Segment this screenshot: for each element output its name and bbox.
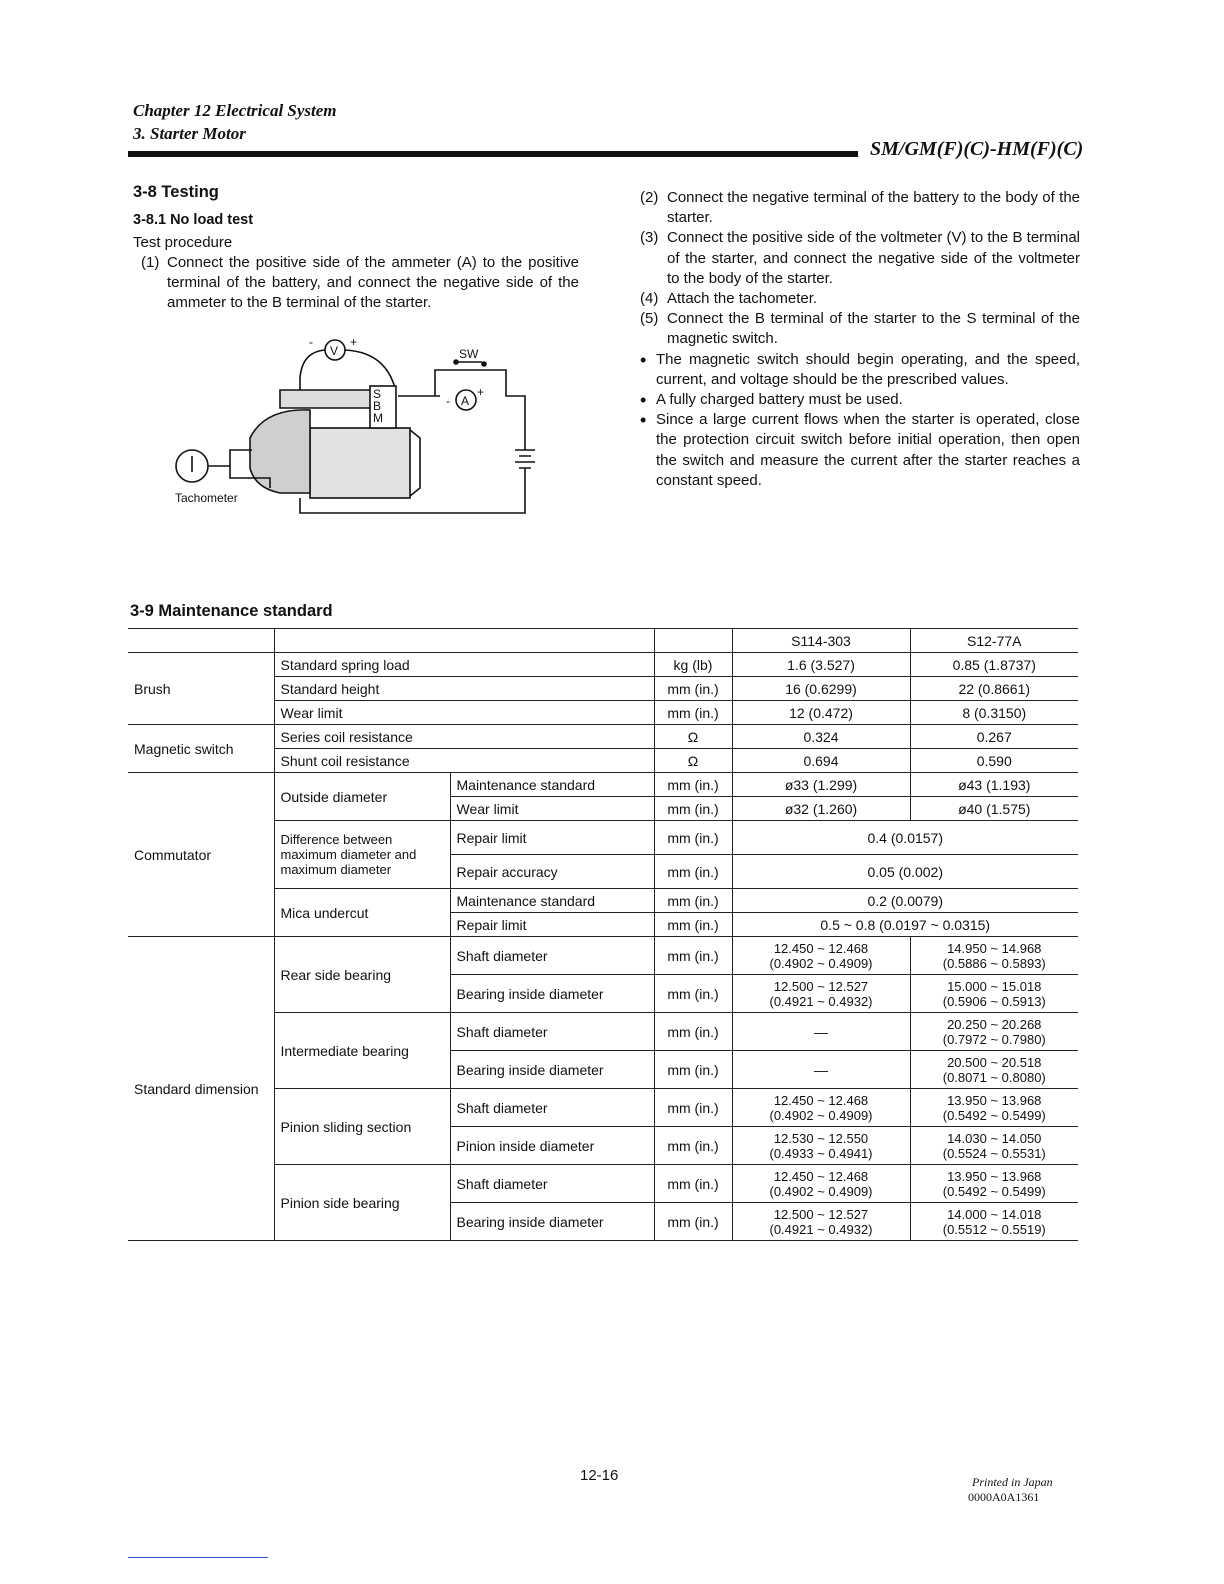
row-item: Shaft diameter	[450, 1165, 654, 1203]
row-unit: mm (in.)	[654, 1051, 732, 1089]
terminal-s: S	[373, 387, 382, 401]
col-header-s12: S12-77A	[910, 629, 1078, 653]
row-value-b-mm: 13.950 ~ 13.968	[947, 1092, 1042, 1108]
row-value-a: ø32 (1.260)	[732, 797, 910, 821]
group-magnetic-switch: Magnetic switch	[128, 725, 274, 773]
row-item: Maintenance standard	[450, 773, 654, 797]
row-value-b-mm: 14.950 ~ 14.968	[947, 940, 1042, 956]
row-value-a-mm: 12.530 ~ 12.550	[773, 1130, 869, 1146]
step-2	[640, 188, 1080, 228]
no-load-test-diagram	[170, 338, 550, 518]
voltmeter-plus: +	[350, 338, 358, 349]
header-rule	[128, 151, 858, 157]
section-title: 3. Starter Motor	[133, 124, 246, 143]
row-value-ab: 0.2 (0.0079)	[732, 889, 1078, 913]
row-value-ab: 0.05 (0.002)	[732, 855, 1078, 889]
row-subgroup: Intermediate bearing	[274, 1013, 450, 1089]
testing-heading: 3-8 Testing	[133, 183, 219, 201]
row-value-a-in: (0.4921 ~ 0.4932)	[769, 1221, 873, 1237]
row-unit: Ω	[654, 725, 732, 749]
row-value-b-in: (0.7972 ~ 0.7980)	[942, 1031, 1046, 1047]
row-unit: mm (in.)	[654, 937, 732, 975]
table-row	[128, 653, 1078, 677]
row-value-b-mm: 14.030 ~ 14.050	[947, 1130, 1042, 1146]
row-unit: Ω	[654, 749, 732, 773]
row-value-a-in: (0.4902 ~ 0.4909)	[769, 955, 873, 971]
row-item: Shaft diameter	[450, 1013, 654, 1051]
row-unit: mm (in.)	[654, 1089, 732, 1127]
voltmeter-minus: -	[309, 338, 313, 349]
row-value-a-in: (0.4933 ~ 0.4941)	[769, 1145, 873, 1161]
step-text: Connect the negative terminal of the battery to the body of the starter.	[667, 189, 1080, 227]
voltmeter-label: V	[330, 344, 339, 358]
row-subgroup: Mica undercut	[274, 889, 450, 937]
row-value-b: 0.590	[910, 749, 1078, 773]
row-value-b: ø40 (1.575)	[910, 797, 1078, 821]
group-brush: Brush	[128, 653, 274, 725]
row-value-b-in: (0.5512 ~ 0.5519)	[942, 1221, 1046, 1237]
row-unit: mm (in.)	[654, 913, 732, 937]
step-text: Connect the positive side of the ammeter (A) to the positive terminal of the battery, and connect the negative side of the ammeter to the B terminal of the starter.	[167, 254, 579, 312]
note-text: Since a large current flows when the starter is operated, close the protection circuit switch before initial operation, then open the switch and measure the current after the starter reaches a constant speed.	[656, 411, 1080, 489]
row-value-b: 22 (0.8661)	[910, 677, 1078, 701]
row-value-b-in: (0.5492 ~ 0.5499)	[942, 1107, 1046, 1123]
row-unit: mm (in.)	[654, 855, 732, 889]
row-value-b-mm: 20.250 ~ 20.268	[947, 1016, 1042, 1032]
right-column	[640, 188, 1080, 491]
row-unit: mm (in.)	[654, 701, 732, 725]
step-text: Connect the positive side of the voltmeter (V) to the B terminal of the starter, and connect the negative side of the voltmeter to the body of the starter.	[667, 229, 1080, 287]
row-subgroup: Rear side bearing	[274, 937, 450, 1013]
row-value-a: ø33 (1.299)	[732, 773, 910, 797]
model-code: SM/GM(F)(C)-HM(F)(C)	[870, 138, 1084, 160]
row-subgroup: Difference between maximum diameter and maximum diameter	[274, 821, 450, 889]
row-value-a-mm: 12.500 ~ 12.527	[773, 1206, 869, 1222]
note-bullet	[640, 390, 1080, 410]
maintenance-heading: 3-9 Maintenance standard	[130, 602, 333, 620]
step-number: (1)	[141, 254, 160, 271]
note-text: A fully charged battery must be used.	[656, 391, 903, 409]
row-item: Bearing inside diameter	[450, 975, 654, 1013]
table-header-row	[128, 629, 1078, 653]
row-value-a-mm: 12.500 ~ 12.527	[773, 978, 869, 994]
step-4	[640, 289, 1080, 309]
maintenance-table	[128, 628, 1078, 1241]
terminal-m: M	[373, 411, 383, 425]
row-item: Repair accuracy	[450, 855, 654, 889]
row-item: Repair limit	[450, 913, 654, 937]
step-number: (5)	[640, 310, 659, 328]
page-number: 12-16	[580, 1467, 619, 1484]
row-item: Series coil resistance	[274, 725, 654, 749]
row-unit: mm (in.)	[654, 1127, 732, 1165]
test-procedure-label: Test procedure	[133, 234, 233, 251]
row-value-b-in: (0.5524 ~ 0.5531)	[942, 1145, 1046, 1161]
row-unit: mm (in.)	[654, 677, 732, 701]
note-bullet	[640, 410, 1080, 491]
row-subgroup: Pinion sliding section	[274, 1089, 450, 1165]
row-value-a: 1.6 (3.527)	[732, 653, 910, 677]
ammeter-minus: -	[446, 394, 450, 408]
row-item: Wear limit	[450, 797, 654, 821]
row-unit: mm (in.)	[654, 889, 732, 913]
row-value-a: 0.694	[732, 749, 910, 773]
row-value-b: 0.267	[910, 725, 1078, 749]
step-number: (2)	[640, 189, 659, 206]
row-value-a-mm: 12.450 ~ 12.468	[773, 1092, 869, 1108]
row-value-b: 8 (0.3150)	[910, 701, 1078, 725]
row-value-a-in: (0.4902 ~ 0.4909)	[769, 1107, 873, 1123]
row-value-b-mm: 20.500 ~ 20.518	[947, 1054, 1042, 1070]
tachometer-label: Tachometer	[175, 491, 238, 505]
switch-label: SW	[459, 347, 479, 361]
bullet-icon: •	[640, 410, 647, 431]
row-unit: mm (in.)	[654, 1203, 732, 1241]
note-text: The magnetic switch should begin operating, and the speed, current, and voltage should be the prescribed values.	[656, 350, 1080, 388]
step-3	[640, 228, 1080, 289]
step-text: Connect the B terminal of the starter to the S terminal of the magnetic switch.	[667, 310, 1080, 348]
starter-body	[310, 428, 410, 498]
row-unit: mm (in.)	[654, 975, 732, 1013]
table-row	[128, 773, 1078, 797]
note-bullet	[640, 350, 1080, 390]
row-value-a: 12 (0.472)	[732, 701, 910, 725]
row-unit: mm (in.)	[654, 821, 732, 855]
table-row	[128, 937, 1078, 975]
chapter-title: Chapter 12 Electrical System	[133, 101, 337, 120]
row-item: Shunt coil resistance	[274, 749, 654, 773]
document-code: 0000A0A1361	[968, 1490, 1040, 1504]
printed-in-japan: Printed in Japan	[972, 1475, 1053, 1489]
row-unit: mm (in.)	[654, 1165, 732, 1203]
row-unit: mm (in.)	[654, 773, 732, 797]
row-value-a-mm: 12.450 ~ 12.468	[773, 1168, 869, 1184]
row-subgroup: Outside diameter	[274, 773, 450, 821]
row-value-b-in: (0.5886 ~ 0.5893)	[942, 955, 1046, 971]
col-header-s114: S114-303	[732, 629, 910, 653]
row-item: Repair limit	[450, 821, 654, 855]
row-unit: mm (in.)	[654, 1013, 732, 1051]
row-value-b-mm: 15.000 ~ 15.018	[947, 978, 1042, 994]
row-value-b-mm: 14.000 ~ 14.018	[947, 1206, 1042, 1222]
row-value-b-in: (0.5492 ~ 0.5499)	[942, 1183, 1046, 1199]
row-subgroup: Pinion side bearing	[274, 1165, 450, 1241]
ammeter-plus: +	[477, 385, 485, 399]
group-standard-dimension: Standard dimension	[128, 937, 274, 1241]
row-unit: mm (in.)	[654, 797, 732, 821]
left-steps	[141, 253, 579, 314]
row-value-a: —	[732, 1013, 910, 1051]
row-item: Shaft diameter	[450, 937, 654, 975]
step-1	[141, 253, 579, 314]
row-item: Wear limit	[274, 701, 654, 725]
row-item: Bearing inside diameter	[450, 1051, 654, 1089]
group-commutator: Commutator	[128, 773, 274, 937]
step-5	[640, 309, 1080, 349]
row-value-a-mm: 12.450 ~ 12.468	[773, 940, 869, 956]
bullet-icon: •	[640, 349, 647, 370]
row-value-a-in: (0.4902 ~ 0.4909)	[769, 1183, 873, 1199]
row-value-a-in: (0.4921 ~ 0.4932)	[769, 993, 873, 1009]
row-item: Pinion inside diameter	[450, 1127, 654, 1165]
step-number: (3)	[640, 229, 659, 247]
bullet-icon: •	[640, 390, 647, 411]
row-value-b-in: (0.8071 ~ 0.8080)	[942, 1069, 1046, 1085]
no-load-test-subheading: 3-8.1 No load test	[133, 212, 254, 228]
row-value-a: 0.324	[732, 725, 910, 749]
row-value-b: 0.85 (1.8737)	[910, 653, 1078, 677]
bottom-link-rule	[128, 1557, 268, 1558]
row-value-a: 16 (0.6299)	[732, 677, 910, 701]
table-row	[128, 725, 1078, 749]
row-item: Shaft diameter	[450, 1089, 654, 1127]
step-text: Attach the tachometer.	[667, 290, 818, 308]
row-item: Standard height	[274, 677, 654, 701]
row-item: Standard spring load	[274, 653, 654, 677]
row-value-b-in: (0.5906 ~ 0.5913)	[942, 993, 1046, 1009]
row-value-ab: 0.5 ~ 0.8 (0.0197 ~ 0.0315)	[732, 913, 1078, 937]
step-number: (4)	[640, 290, 659, 308]
row-value-b-mm: 13.950 ~ 13.968	[947, 1168, 1042, 1184]
terminal-b: B	[373, 399, 382, 413]
battery-icon	[515, 450, 535, 468]
row-value-ab: 0.4 (0.0157)	[732, 821, 1078, 855]
row-unit: kg (lb)	[654, 653, 732, 677]
row-item: Maintenance standard	[450, 889, 654, 913]
row-value-a: —	[732, 1051, 910, 1089]
row-value-b: ø43 (1.193)	[910, 773, 1078, 797]
ammeter-label: A	[461, 394, 470, 408]
row-item: Bearing inside diameter	[450, 1203, 654, 1241]
